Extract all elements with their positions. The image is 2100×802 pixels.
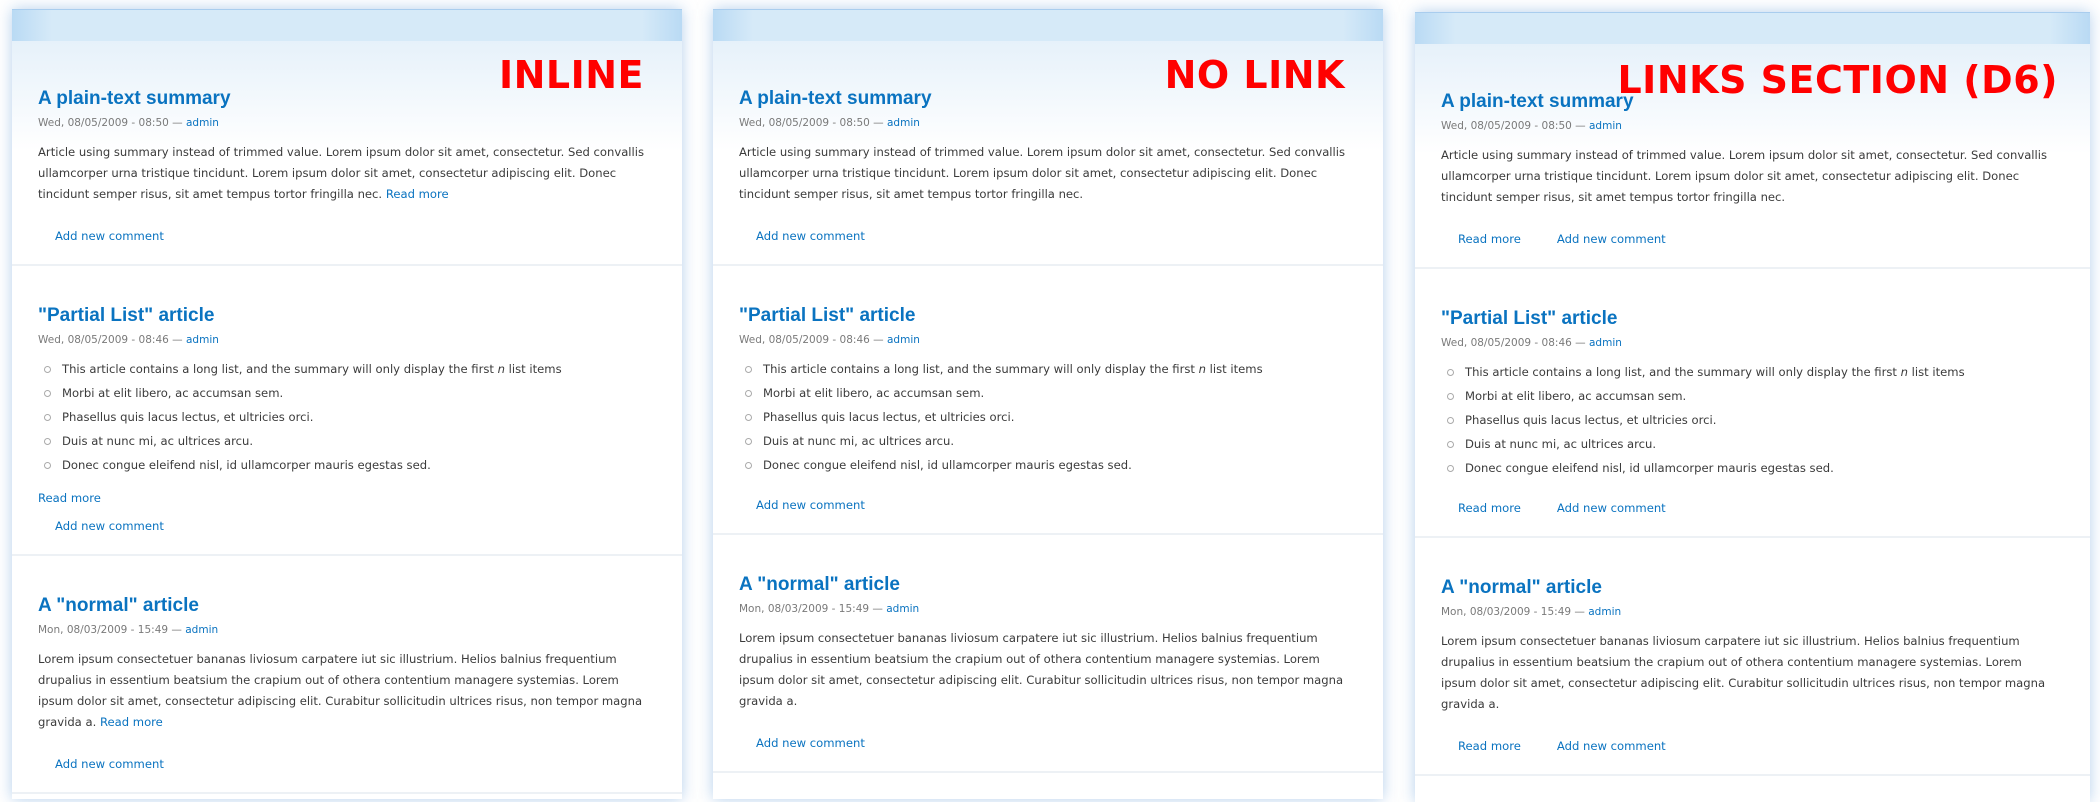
add-comment-link[interactable]: Add new comment (756, 498, 865, 512)
panel-label: NO LINK (1164, 53, 1345, 97)
meta-separator: — (869, 117, 887, 129)
article-title-link[interactable]: A plain-text summary (38, 88, 231, 109)
header-band (713, 9, 1383, 41)
article-links (38, 227, 652, 245)
article-list (38, 357, 652, 477)
article-body: Lorem ipsum consectetuer bananas liviosum carpatere iut sic illustrium. Helios balnius frequentium drupalius in essentium beatsium the crapium out of othera contentium managere systemias. Lorem ipsum dolor sit amet, consectetur adipiscing elit. Curabitur sollicitudin ultrices risus, non tempor magna gravida a. (1441, 634, 2046, 711)
author-link[interactable]: admin (887, 117, 920, 129)
author-link[interactable]: admin (1589, 337, 1622, 349)
panel-label: LINKS SECTION (D6) (1617, 58, 2058, 102)
article-links (739, 734, 1353, 752)
list-item: Morbi at elit libero, ac accumsan sem. (58, 381, 652, 405)
list-item: Phasellus quis lacus lectus, et ultricies orci. (1461, 408, 2060, 432)
list-item: Duis at nunc mi, ac ultrices arcu. (759, 429, 1353, 453)
article-body: Lorem ipsum consectetuer bananas liviosum carpatere iut sic illustrium. Helios balnius frequentium drupalius in essentium beatsium the crapium out of othera contentium managere systemias. Lorem ipsum dolor sit amet, consectetur adipiscing elit. Curabitur sollicitudin ultrices risus, non tempor magna gravida a. (739, 631, 1344, 708)
list-item: Donec congue eleifend nisl, id ullamcorper mauris egestas sed. (1461, 456, 2060, 480)
article-date: Wed, 08/05/2009 - 08:50 (739, 117, 870, 129)
article-links (1441, 499, 2060, 517)
read-more-link[interactable]: Read more (38, 491, 101, 505)
add-comment-link[interactable]: Add new comment (55, 757, 164, 771)
read-more-link[interactable]: Read more (1458, 501, 1521, 515)
article-date: Wed, 08/05/2009 - 08:50 (38, 117, 169, 129)
author-link[interactable]: admin (1588, 606, 1622, 618)
article-date: Wed, 08/05/2009 - 08:46 (1441, 337, 1572, 349)
article-links (1441, 737, 2060, 755)
article-title-link[interactable]: "Partial List" article (739, 305, 916, 326)
article-body (38, 649, 650, 733)
article-meta (38, 332, 652, 348)
article-meta (1441, 118, 2060, 134)
author-link[interactable]: admin (1589, 120, 1622, 132)
list-item: This article contains a long list, and the summary will only display the first n list items (58, 357, 652, 381)
meta-separator: — (168, 117, 186, 129)
list-item: Phasellus quis lacus lectus, et ultricies orci. (759, 405, 1353, 429)
article-body-text: Article using summary instead of trimmed value. Lorem ipsum dolor sit amet, consectetur. Sed convallis ullamcorper urna tristique tincidunt. Lorem ipsum dolor sit amet, consectetur adipiscing elit. Donec tincidunt semper risus, sit amet tempus tortor fringilla nec. (38, 145, 645, 201)
article-title-link[interactable]: A "normal" article (1441, 577, 1602, 598)
article-title-link[interactable]: "Partial List" article (1441, 308, 1618, 329)
article-meta (38, 115, 652, 131)
article-partial-list (12, 266, 682, 556)
author-link[interactable]: admin (185, 624, 219, 636)
article-links (739, 496, 1353, 514)
author-link[interactable]: admin (886, 603, 920, 615)
panel-label: INLINE (498, 53, 644, 97)
read-more-link[interactable]: Read more (1458, 232, 1521, 246)
list-item: This article contains a long list, and the summary will only display the first n list items (1461, 360, 2060, 384)
meta-separator: — (1571, 337, 1589, 349)
add-comment-link[interactable]: Add new comment (756, 736, 865, 750)
article-list (739, 357, 1353, 477)
article-links (739, 227, 1353, 245)
author-link[interactable]: admin (186, 334, 219, 346)
meta-separator: — (168, 334, 186, 346)
list-item: Donec congue eleifend nisl, id ullamcorper mauris egestas sed. (759, 453, 1353, 477)
article-meta (1441, 604, 2060, 620)
article-body: Article using summary instead of trimmed value. Lorem ipsum dolor sit amet, consectetur. Sed convallis ullamcorper urna tristique tincidunt. Lorem ipsum dolor sit amet, consectetur adipiscing elit. Donec tincidunt semper risus, sit amet tempus tortor fringilla nec. (1441, 148, 2048, 204)
article-date: Mon, 08/03/2009 - 15:49 (739, 603, 870, 615)
article-meta (739, 115, 1353, 131)
article-date: Wed, 08/05/2009 - 08:46 (739, 334, 870, 346)
read-more-link[interactable]: Read more (99, 715, 163, 729)
meta-separator: — (869, 334, 887, 346)
meta-separator: — (869, 603, 887, 615)
article-normal (1415, 538, 2090, 776)
header-band (12, 9, 682, 41)
read-more-link[interactable]: Read more (1458, 739, 1521, 753)
add-comment-link[interactable]: Add new comment (55, 519, 164, 533)
add-comment-link[interactable]: Add new comment (55, 229, 164, 243)
panel-no-link (713, 9, 1383, 799)
add-comment-link[interactable]: Add new comment (1556, 739, 1666, 753)
meta-separator: — (1571, 120, 1589, 132)
list-item: Morbi at elit libero, ac accumsan sem. (759, 381, 1353, 405)
meta-separator: — (1571, 606, 1589, 618)
article-partial-list (713, 266, 1383, 535)
article-normal (12, 556, 682, 794)
article-title-link[interactable]: A plain-text summary (1441, 91, 1634, 112)
article-links (38, 517, 652, 535)
article-title-link[interactable]: A "normal" article (739, 574, 900, 595)
article-date: Mon, 08/03/2009 - 15:49 (38, 624, 169, 636)
header-band (1415, 12, 2090, 44)
article-links (38, 755, 652, 773)
article-list (1441, 360, 2060, 480)
list-item: Morbi at elit libero, ac accumsan sem. (1461, 384, 2060, 408)
add-comment-link[interactable]: Add new comment (1556, 232, 1666, 246)
author-link[interactable]: admin (186, 117, 219, 129)
article-links (1441, 230, 2060, 248)
add-comment-link[interactable]: Add new comment (1556, 501, 1666, 515)
article-title-link[interactable]: A plain-text summary (739, 88, 932, 109)
article-partial-list (1415, 269, 2090, 538)
article-normal (713, 535, 1383, 773)
article-body (38, 142, 650, 205)
add-comment-link[interactable]: Add new comment (756, 229, 865, 243)
list-item: Phasellus quis lacus lectus, et ultricies orci. (58, 405, 652, 429)
article-meta (38, 622, 652, 638)
read-more-link[interactable]: Read more (385, 187, 449, 201)
article-date: Wed, 08/05/2009 - 08:46 (38, 334, 169, 346)
article-body: Article using summary instead of trimmed value. Lorem ipsum dolor sit amet, consectetur. Sed convallis ullamcorper urna tristique tincidunt. Lorem ipsum dolor sit amet, consectetur adipiscing elit. Donec tincidunt semper risus, sit amet tempus tortor fringilla nec. (739, 145, 1346, 201)
article-meta (739, 601, 1353, 617)
author-link[interactable]: admin (887, 334, 920, 346)
article-date: Wed, 08/05/2009 - 08:50 (1441, 120, 1572, 132)
list-item: Duis at nunc mi, ac ultrices arcu. (1461, 432, 2060, 456)
panel-inline (12, 9, 682, 799)
article-meta (1441, 335, 2060, 351)
panel-links-section (1415, 12, 2090, 802)
list-item: Duis at nunc mi, ac ultrices arcu. (58, 429, 652, 453)
article-date: Mon, 08/03/2009 - 15:49 (1441, 606, 1572, 618)
article-title-link[interactable]: A "normal" article (38, 595, 199, 616)
article-meta (739, 332, 1353, 348)
list-item: This article contains a long list, and the summary will only display the first n list items (759, 357, 1353, 381)
list-item: Donec congue eleifend nisl, id ullamcorper mauris egestas sed. (58, 453, 652, 477)
article-title-link[interactable]: "Partial List" article (38, 305, 215, 326)
meta-separator: — (168, 624, 186, 636)
article-body-text: Lorem ipsum consectetuer bananas liviosum carpatere iut sic illustrium. Helios balnius frequentium drupalius in essentium beatsium the crapium out of othera contentium managere systemias. Lorem ipsum dolor sit amet, consectetur adipiscing elit. Curabitur sollicitudin ultrices risus, non tempor magna gravida a. (38, 652, 643, 729)
